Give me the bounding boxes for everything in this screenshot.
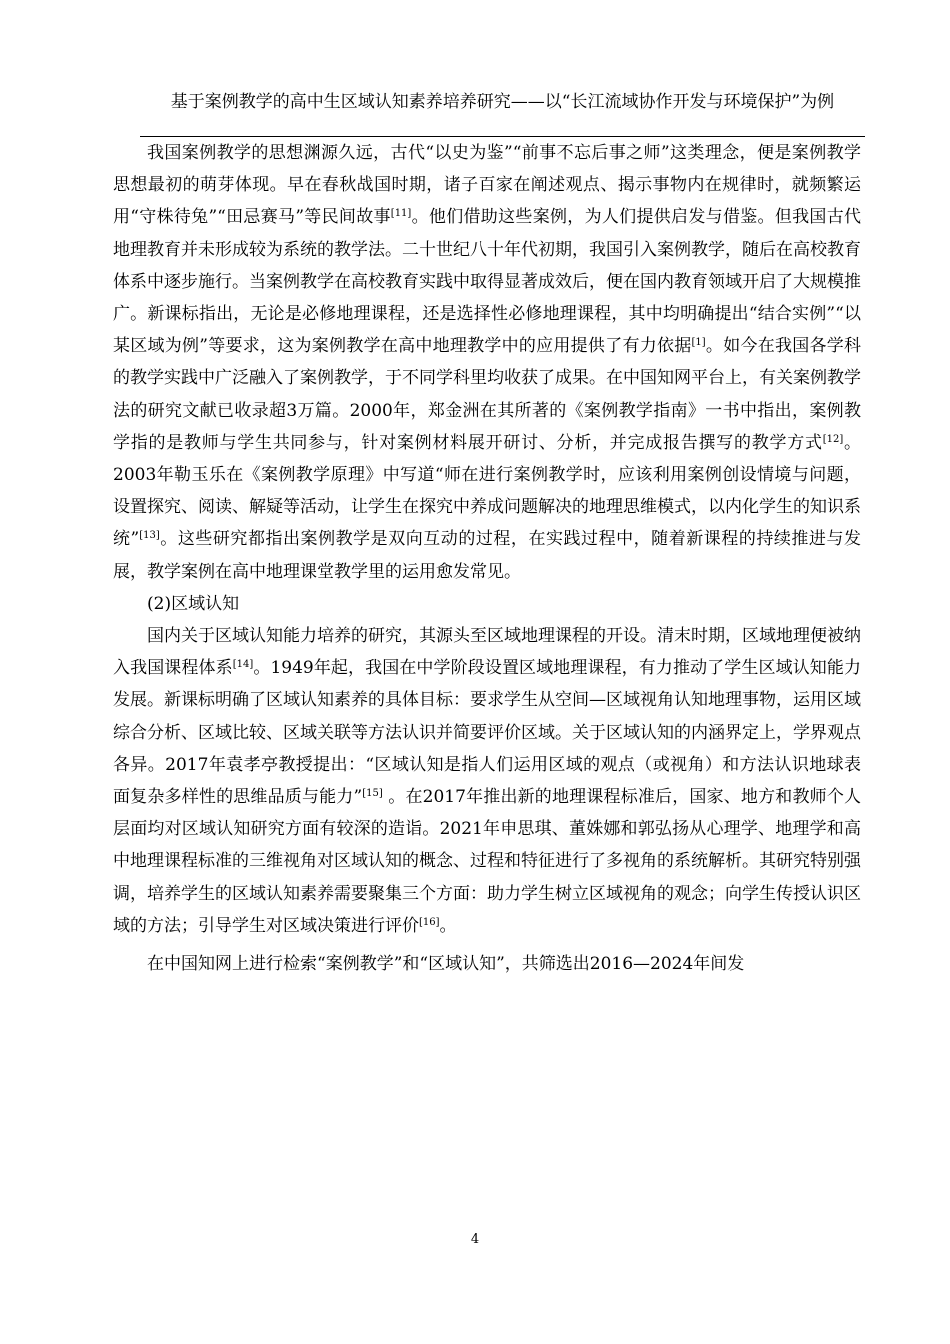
citation-ref: [16] [419, 916, 440, 928]
citation-ref: [13] [139, 530, 160, 542]
section-heading: (2)区域认知 [147, 593, 240, 614]
running-header [140, 92, 865, 113]
text-run: 。 [439, 915, 457, 936]
paragraph-regional-cognition [113, 620, 861, 942]
text-run: 。2003年勒玉乐在《案例教学原理》中写道“师在进行案例教学时，应该利用案例创设情境与问题，设置探究、阅读、解疑等活动，让学生在探究中养成问题解决的地理思维模式，以内化学生的知识系统” [113, 432, 862, 550]
citation-ref: [12] [822, 433, 844, 445]
text-run: 。在2017年推出新的地理课程标准后，国家、地方和教师个人层面均对区域认知研究方面有较深的造诣。2021年申思琪、董姝娜和郭弘扬从心理学、地理学和高中地理课程标准的三维视角对区域认知的概念、过程和特征进行了多视角的系统解析。其研究特别强调，培养学生的区域认知素养需要聚集三个方面：助力学生树立区域视角的观念；向学生传授认识区域的方法；引导学生对区域决策进行评价 [113, 787, 861, 936]
text-run: 在中国知网上进行检索“案例教学”和“区域认知”，共筛选出2016—2024年间发 [147, 954, 745, 975]
citation-ref: [15] [362, 788, 383, 800]
text-run: 。1949年起，我国在中学阶段设置区域地理课程，有力推动了学生区域认知能力发展。新课标明确了区域认知素养的具体目标：要求学生从空间—区域视角认知地理事物，运用区域综合分析、区域比较、区域关联等方法认识并简要评价区域。关于区域认知的内涵界定上，学界观点各异。2017年袁孝亭教授提出：“区域认知是指人们运用区域的观点（或视角）和方法认识地球表面复杂多样性的思维品质与能力” [113, 658, 861, 808]
page-number: 4 [470, 1232, 480, 1247]
citation-ref: [14] [232, 659, 254, 671]
page-footer [0, 1232, 950, 1247]
header-title: 基于案例教学的高中生区域认知素养培养研究——以“长江流域协作开发与环境保护”为例 [170, 92, 835, 112]
body-text [113, 137, 861, 980]
text-run: 国内关于区域认知能力培养的研究，其源头至区域地理课程的开设。清末时期，区域地理便被纳入我国课程体系 [113, 626, 861, 679]
citation-ref: [11] [390, 208, 412, 220]
citation-ref: [1] [691, 337, 706, 349]
paragraph-cnki-search [113, 948, 861, 980]
text-run: 。这些研究都指出案例教学是双向互动的过程，在实践过程中，随着新课程的持续推进与发展，教学案例在高中地理课堂教学里的运用愈发常见。 [113, 529, 861, 582]
text-run: 。他们借助这些案例，为人们提供启发与借鉴。但我国古代地理教育并未形成较为系统的教学法。二十世纪八十年代初期，我国引入案例教学，随后在高校教育体系中逐步施行。当案例教学在高校教育实践中取得显著成效后，便在国内教育领域开启了大规模推广。新课标指出，无论是必修地理课程，还是选择性必修地理课程，其中均明确提出“结合实例”“以某区域为例”等要求，这为案例教学在高中地理教学中的应用提供了有力依据 [113, 207, 862, 357]
text-run: 我国案例教学的思想渊源久远，古代“以史为鉴”“前事不忘后事之师”这类理念，便是案例教学思想最初的萌芽体现。早在春秋战国时期，诸子百家在阐述观点、揭示事物内在规律时，就频繁运用“守株待兔”“田忌赛马”等民间故事 [113, 143, 861, 228]
text-run: 。如今在我国各学科的教学实践中广泛融入了案例教学，于不同学科里均收获了成果。在中国知网平台上，有关案例教学法的研究文献已收录超3万篇。2000年，郑金洲在其所著的《案例教学指南》一书中指出，案例教学指的是教师与学生共同参与，针对案例材料展开研讨、分析，并完成报告撰写的教学方式 [113, 336, 862, 453]
paragraph-case-teaching-history [113, 137, 861, 588]
